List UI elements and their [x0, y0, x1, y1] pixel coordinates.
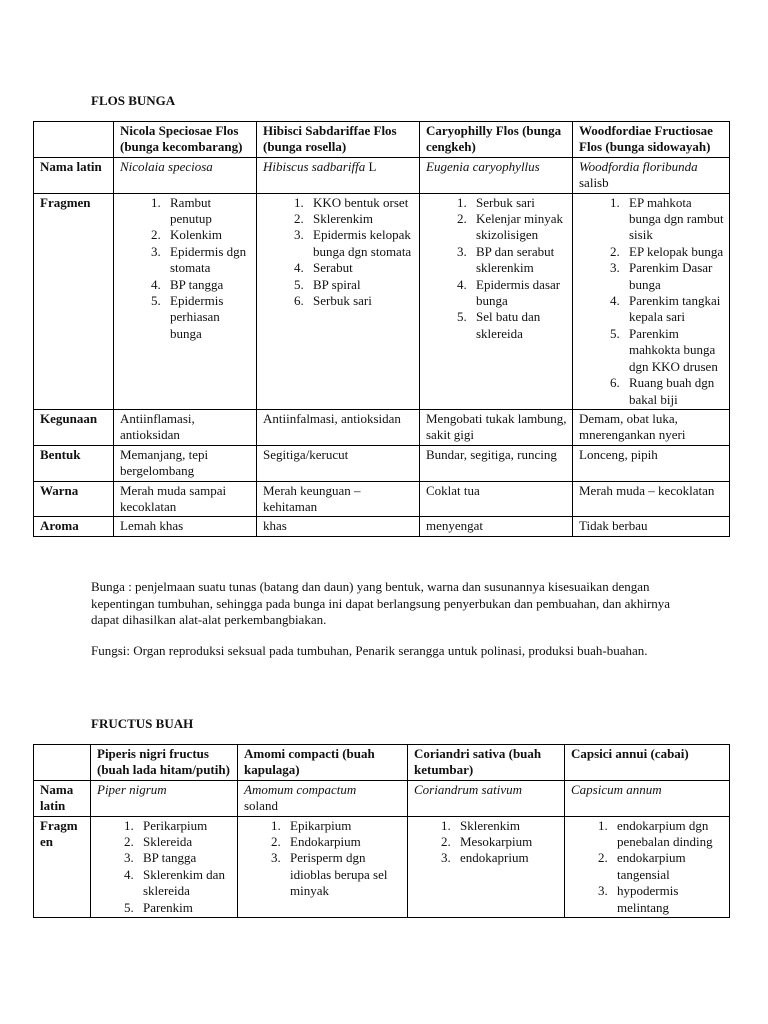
- row-label: Bentuk: [34, 445, 114, 481]
- fructus-header-col4: Capsici annui (cabai): [565, 745, 730, 781]
- fragmen-item: 4. Parenkim tangkai kepala sari: [623, 293, 725, 326]
- flos-header-row: [34, 122, 730, 158]
- table-cell: Coklat tua: [420, 481, 573, 517]
- flos-row-fragmen: [34, 193, 730, 409]
- fragmen-item: 5. Sel batu dan sklereida: [470, 309, 568, 342]
- fragmen-item: 4. BP tangga: [164, 277, 252, 293]
- table-cell: Merah muda – kecoklatan: [573, 481, 730, 517]
- fructus-header-col1: Piperis nigri fructus (buah lada hitam/putih): [91, 745, 238, 781]
- fragmen-item: 2. Sklereida: [137, 834, 233, 850]
- fragmen-item: 5. Epidermis perhiasan bunga: [164, 293, 252, 342]
- fragmen-list: [97, 818, 233, 916]
- fragmen-item: 3. Perisperm dgn idioblas berupa sel minyak: [284, 850, 403, 899]
- fragmen-list: [426, 195, 568, 343]
- fragmen-cell: [408, 816, 565, 917]
- table-cell: Lonceng, pipih: [573, 445, 730, 481]
- table-cell: Merah muda sampai kecoklatan: [114, 481, 257, 517]
- fragmen-item: 2. Kelenjar minyak skizolisigen: [470, 211, 568, 244]
- latin-name: Amomum compactum: [244, 781, 357, 797]
- latin-name-cell: [257, 157, 420, 193]
- fragmen-item: 3. hypodermis melintang: [611, 883, 725, 916]
- latin-author: soland: [244, 798, 278, 814]
- fructus-heading: FRUCTUS BUAH: [91, 716, 194, 731]
- fragmen-item: 1. endokarpium dgn penebalan dinding: [611, 818, 725, 851]
- fructus-row-nama-latin: [34, 780, 730, 816]
- fragmen-item: 4. Sklerenkim dan sklereida: [137, 867, 233, 900]
- fragmen-item: 2. Kolenkim: [164, 227, 252, 243]
- row-label: Aroma: [34, 517, 114, 536]
- fragmen-list: [414, 818, 560, 867]
- row-label: Nama latin: [34, 780, 91, 816]
- fragmen-item: 1. KKO bentuk orset: [307, 195, 415, 211]
- fragmen-cell: [573, 193, 730, 409]
- fructus-header-col2: Amomi compacti (buah kapulaga): [238, 745, 408, 781]
- fragmen-item: 6. Serbuk sari: [307, 293, 415, 309]
- row-label: Warna: [34, 481, 114, 517]
- latin-author: salisb: [579, 175, 609, 191]
- latin-name: Capsicum annum: [565, 780, 730, 816]
- table-cell: Demam, obat luka, mnerengankan nyeri: [573, 409, 730, 445]
- flos-row-bentuk: [34, 445, 730, 481]
- table-cell: Bundar, segitiga, runcing: [420, 445, 573, 481]
- flos-heading: FLOS BUNGA: [91, 93, 176, 108]
- latin-name: Woodfordia floribunda: [579, 158, 698, 174]
- table-cell: Tidak berbau: [573, 517, 730, 536]
- fragmen-item: 1. Rambut penutup: [164, 195, 252, 228]
- fragmen-list: [263, 195, 415, 310]
- fructus-row-fragmen: [34, 816, 730, 917]
- fragmen-list: [571, 818, 725, 916]
- fragmen-item: 4. Epidermis dasar bunga: [470, 277, 568, 310]
- flos-row-nama-latin: [34, 157, 730, 193]
- flos-row-kegunaan: [34, 409, 730, 445]
- flos-table: [33, 121, 730, 537]
- fragmen-item: 3. endokaprium: [454, 850, 560, 866]
- flos-header-col2: Hibisci Sabdariffae Flos (bunga rosella): [257, 122, 420, 158]
- fragmen-list: [120, 195, 252, 343]
- flos-header-col3: Caryophilly Flos (bunga cengkeh): [420, 122, 573, 158]
- fragmen-item: 3. BP dan serabut sklerenkim: [470, 244, 568, 277]
- flos-row-warna: [34, 481, 730, 517]
- latin-name-cell: [238, 780, 408, 816]
- fragmen-item: 3. Parenkim Dasar bunga: [623, 260, 725, 293]
- fragmen-item: 1. Sklerenkim: [454, 818, 560, 834]
- row-label: Kegunaan: [34, 409, 114, 445]
- table-cell: Memanjang, tepi bergelombang: [114, 445, 257, 481]
- fructus-table: [33, 744, 730, 918]
- fragmen-item: 6. Ruang buah dgn bakal biji: [623, 375, 725, 408]
- fragmen-item: 5. BP spiral: [307, 277, 415, 293]
- latin-name: Coriandrum sativum: [408, 780, 565, 816]
- fructus-header-col3: Coriandri sativa (buah ketumbar): [408, 745, 565, 781]
- fragmen-item: 1. EP mahkota bunga dgn rambut sisik: [623, 195, 725, 244]
- fructus-header-blank: [34, 745, 91, 781]
- fragmen-cell: [420, 193, 573, 409]
- fragmen-item: 5. Parenkim: [137, 900, 233, 916]
- latin-name: Eugenia caryophyllus: [420, 157, 573, 193]
- flos-header-col1: Nicola Speciosae Flos (bunga kecombarang): [114, 122, 257, 158]
- fragmen-item: 5. Parenkim mahkokta bunga dgn KKO drusen: [623, 326, 725, 375]
- table-cell: Segitiga/kerucut: [257, 445, 420, 481]
- fragmen-cell: [565, 816, 730, 917]
- fragmen-item: 2. endokarpium tangensial: [611, 850, 725, 883]
- fructus-header-row: [34, 745, 730, 781]
- flos-header-col4: Woodfordiae Fructiosae Flos (bunga sidowayah): [573, 122, 730, 158]
- fragmen-item: 1. Epikarpium: [284, 818, 403, 834]
- bunga-definition-paragraph: Bunga : penjelmaan suatu tunas (batang dan daun) yang bentuk, warna dan susunannya kisesuaikan dengan kepentingan tumbuhan, sehingga pada bunga ini dapat berlangsung penyerbukan dan pembuahan, dan akhirnya dapat dihasilkan alat-alat perkembangbiakan.: [91, 579, 671, 627]
- row-label: Fragmen: [34, 193, 114, 409]
- fragmen-item: 2. Sklerenkim: [307, 211, 415, 227]
- table-cell: menyengat: [420, 517, 573, 536]
- latin-name: Hibiscus sadbariffa: [263, 158, 366, 174]
- fragmen-list: [579, 195, 725, 408]
- table-cell: Lemah khas: [114, 517, 257, 536]
- latin-name: Piper nigrum: [91, 780, 238, 816]
- fragmen-item: 3. Epidermis kelopak bunga dgn stomata: [307, 227, 415, 260]
- row-label: Nama latin: [34, 157, 114, 193]
- fragmen-cell: [238, 816, 408, 917]
- table-cell: Merah keunguan – kehitaman: [257, 481, 420, 517]
- fragmen-item: 4. Serabut: [307, 260, 415, 276]
- fragmen-item: 2. Endokarpium: [284, 834, 403, 850]
- latin-name: Nicolaia speciosa: [114, 157, 257, 193]
- fungsi-paragraph: Fungsi: Organ reproduksi seksual pada tumbuhan, Penarik serangga untuk polinasi, produksi buah-buahan.: [91, 643, 648, 658]
- fragmen-item: 1. Perikarpium: [137, 818, 233, 834]
- table-cell: Mengobati tukak lambung, sakit gigi: [420, 409, 573, 445]
- fragmen-item: 3. Epidermis dgn stomata: [164, 244, 252, 277]
- fragmen-cell: [91, 816, 238, 917]
- fragmen-item: 1. Serbuk sari: [470, 195, 568, 211]
- latin-author: L: [365, 158, 377, 174]
- fragmen-cell: [257, 193, 420, 409]
- flos-row-aroma: [34, 517, 730, 536]
- latin-name-cell: [573, 157, 730, 193]
- table-cell: khas: [257, 517, 420, 536]
- table-cell: Antiinflamasi, antioksidan: [114, 409, 257, 445]
- fragmen-item: 3. BP tangga: [137, 850, 233, 866]
- fragmen-list: [244, 818, 403, 900]
- row-label: Fragm en: [34, 816, 91, 917]
- fragmen-cell: [114, 193, 257, 409]
- fragmen-item: 2. Mesokarpium: [454, 834, 560, 850]
- flos-header-blank: [34, 122, 114, 158]
- table-cell: Antiinfalmasi, antioksidan: [257, 409, 420, 445]
- fragmen-item: 2. EP kelopak bunga: [623, 244, 725, 260]
